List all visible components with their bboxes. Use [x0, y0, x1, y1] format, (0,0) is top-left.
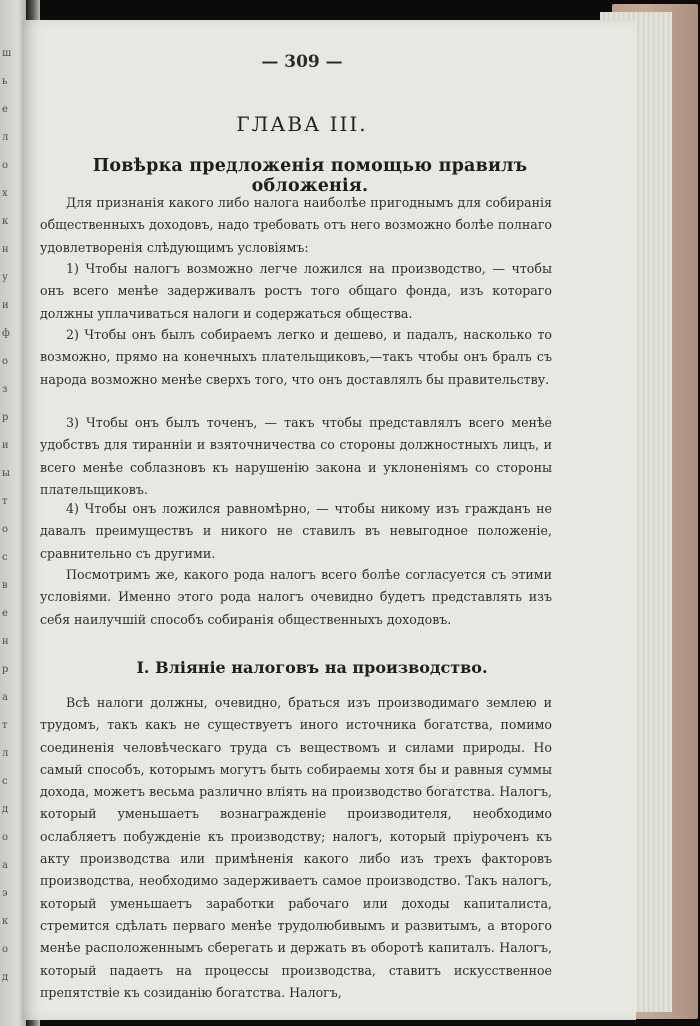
book-page	[22, 20, 636, 1020]
paragraph-condition-4: 4) Чтобы онъ ложился равномѣрно, — чтобы никому изъ гражданъ не давалъ преимуществъ и никого не ставилъ въ невыгодное положеніе, сравнительно съ другими.	[40, 501, 552, 561]
paragraph-condition-1: 1) Чтобы налогъ возможно легче ложился на производство, — чтобы онъ всего менѣе задерживалъ ростъ того общаго фонда, изъ котораго должны уплачиваться налоги и содержаться общества.	[40, 261, 552, 321]
paragraph-condition-3: 3) Чтобы онъ былъ точенъ, — такъ чтобы представлялъ всего менѣе удобствъ для тиранніи и взяточничества со стороны должностныхъ лицъ, и всего менѣе соблазновъ къ нарушенію закона и уклоненіямъ со стороны плательщиковъ.	[40, 415, 552, 497]
paragraph-section-1: Всѣ налоги должны, очевидно, браться изъ производимаго землею и трудомъ, такъ какъ не существуетъ иного источника богатства, помимо соединенія человѣческаго труда съ веществомъ и силами природы. Но самый способъ, которымъ могутъ быть собираемы хотя бы и равныя суммы дохода, можетъ весьма различно вліять на производство богатства. Налогъ, который уменьшаетъ вознагражденіе производителя, необходимо ослабляетъ побужденіе къ производству; налогъ, который пріуроченъ къ акту производства или примѣненія какого либо изъ трехъ факторовъ производства, необходимо задерживаетъ самое производство. Такъ налогъ, который уменьшаетъ заработки рабочаго или доходы капиталиста, стремится сдѣлать перваго менѣе трудолюбивымъ и развитымъ, а второго менѣе расположеннымъ сберегать и держать въ оборотѣ капиталъ. Налогъ, который падаетъ на процессы производства, ставитъ искусственное препятствіе къ созиданію богатства. Налогъ,	[40, 695, 552, 1000]
chapter-heading: ГЛАВА III.	[236, 112, 368, 136]
section-title: I. Вліяніе налоговъ на производство.	[136, 658, 488, 677]
left-page-text: ш ь е л о х к н у и ф о з р и ы т о с в е н р а т л с д о а э к о д	[2, 48, 13, 983]
paragraph-condition-2: 2) Чтобы онъ былъ собираемъ легко и дешево, и падалъ, насколько то возможно, прямо на конечныхъ плательщиковъ,—такъ чтобы онъ бралъ съ народа возможно менѣе сверхъ того, что онъ доставлялъ бы правительству.	[40, 327, 552, 387]
paragraph-intro: Для признанія какого либо налога наиболѣе пригоднымъ для собиранія общественныхъ доходовъ, надо требовать отъ него возможно болѣе полнаго удовлетворенія слѣдующимъ условіямъ:	[40, 195, 552, 255]
paragraph-conclusion: Посмотримъ же, какого рода налогъ всего болѣе согласуется съ этими условіями. Именно этого рода налогъ очевидно будетъ представлять изъ себя наилучшій способъ собиранія общественныхъ доходовъ.	[40, 567, 552, 627]
page-number: — 309 —	[261, 52, 343, 72]
chapter-title: Повѣрка предложенія помощью правилъ обложенія.	[92, 156, 528, 196]
